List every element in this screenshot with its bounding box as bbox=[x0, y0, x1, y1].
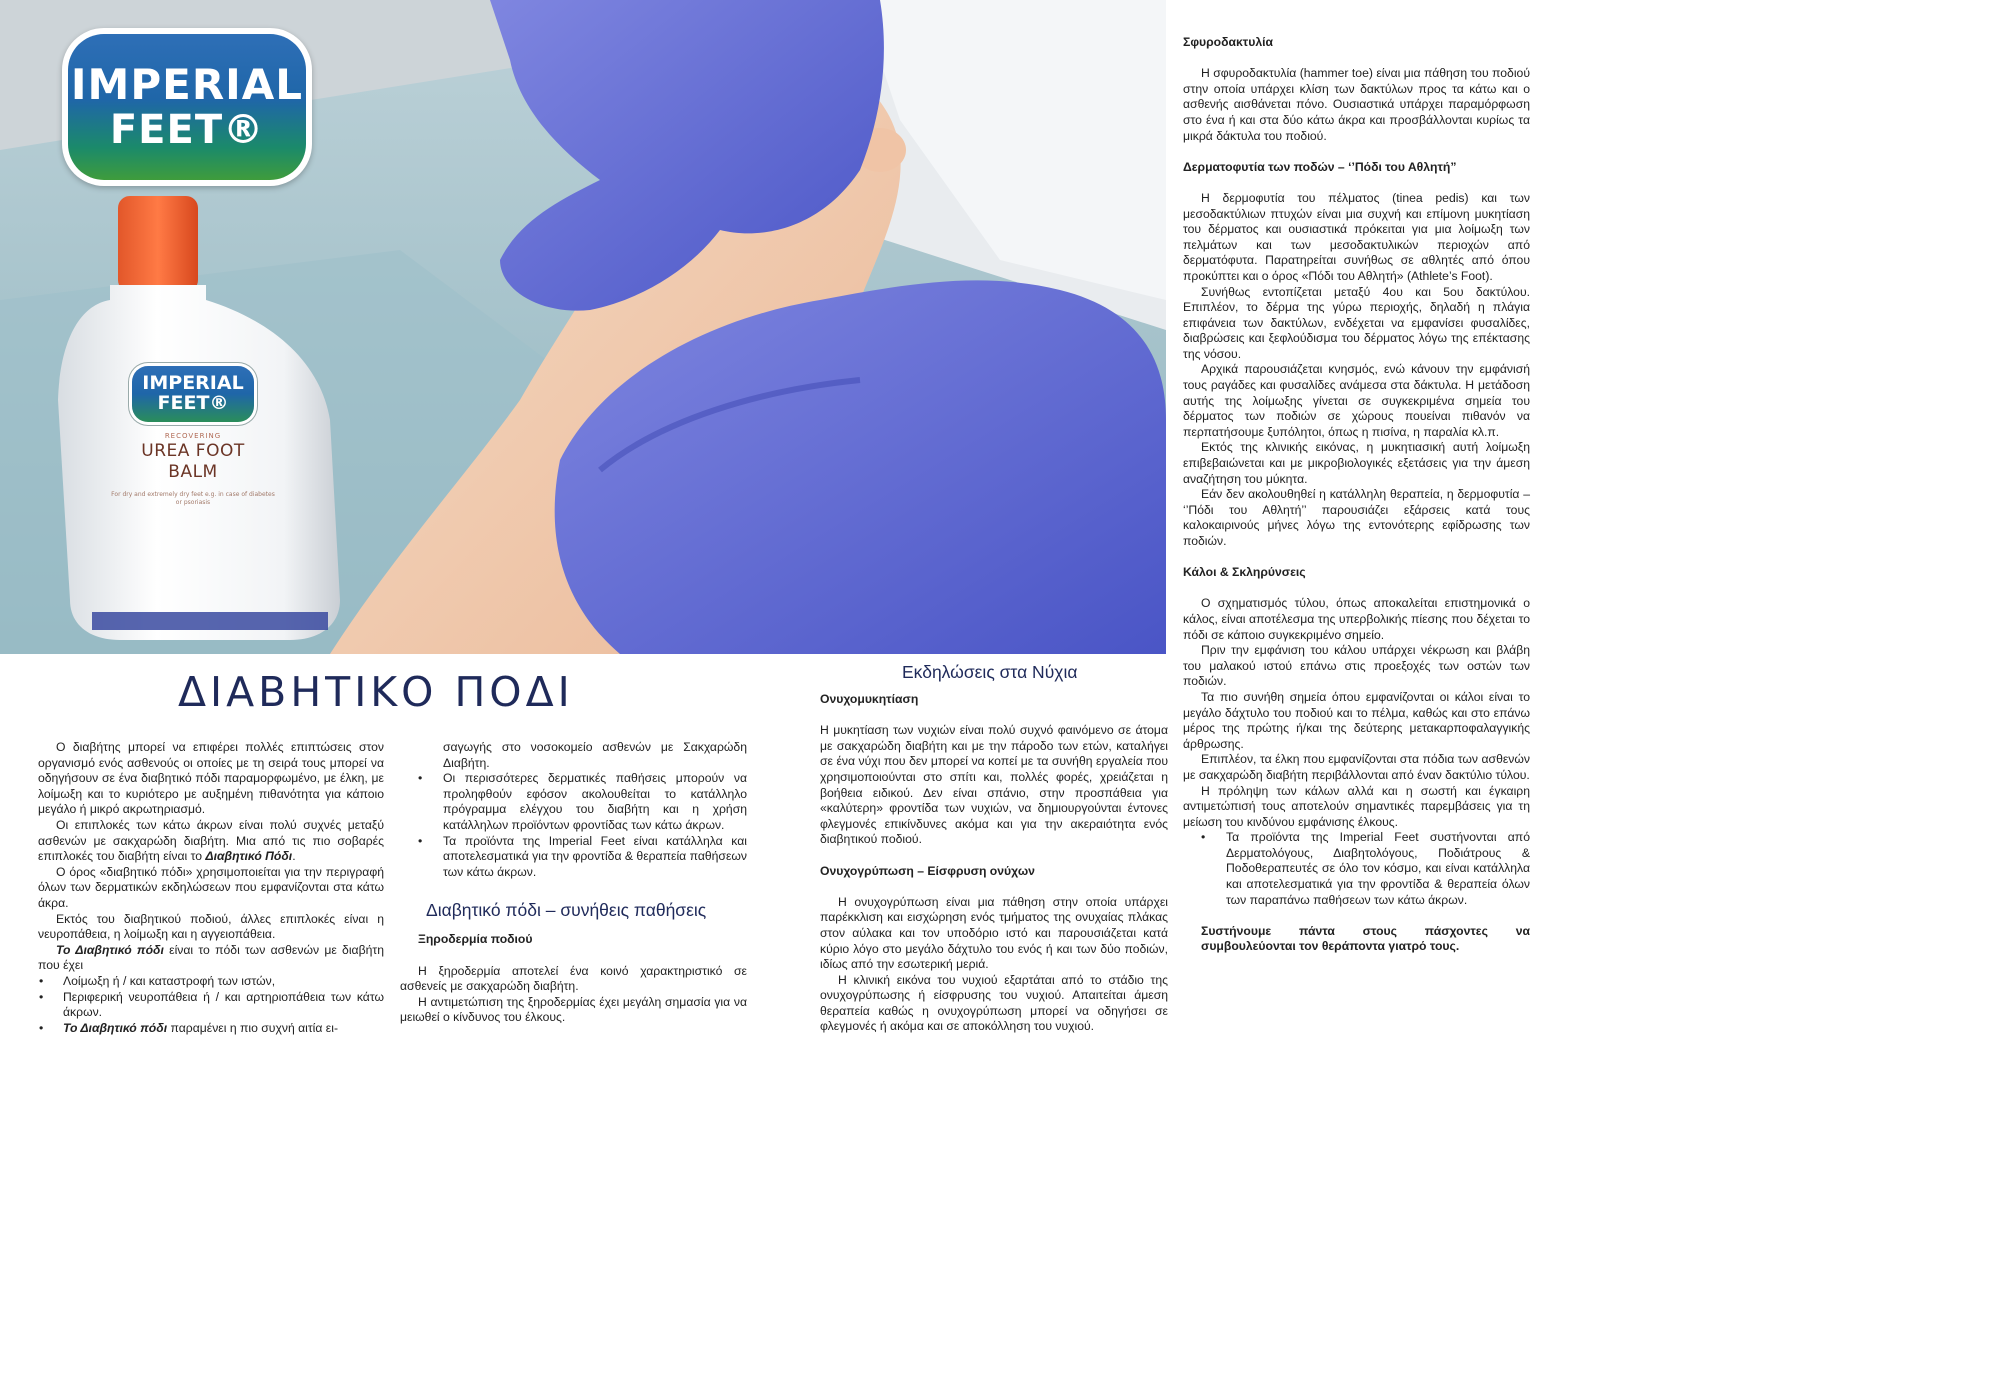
subheading-ingrown-nail: Ονυχογρύπωση – Είσφρυση ονύχων bbox=[820, 863, 1035, 878]
list-item: • Τα προϊόντα της Imperial Feet συστήνονται από Δερματολόγους, Διαβητολόγους, Ποδιάτρους & Ποδοθεραπευτές σε όλο τον κόσμο, και είναι κατάλληλα και αποτελεσματικά για την φροντίδα & θεραπεία όλων των παραπάνω παθήσεων των κάτω άκρων. bbox=[1201, 830, 1530, 908]
definition-list bbox=[38, 974, 384, 1036]
intro-paragraph: Ο διαβήτης μπορεί να επιφέρει πολλές επιπτώσεις στον οργανισμό ενός ασθενούς οι οποίες με τη σειρά τους μπορεί να οδηγήσουν σε ένα διαβητικό πόδι παραμορφωμένο, με έλκη, με λοίμωξη και το κυριότερο με αυξημένη πιθανότητα για κάποιο μεγάλο ή μικρό ακρωτηριασμό. bbox=[38, 740, 384, 817]
list-item bbox=[38, 1021, 384, 1037]
bottle-product-name-2: BALM bbox=[168, 462, 218, 483]
logo-line-1: IMPERIAL bbox=[70, 60, 304, 109]
definition-paragraph bbox=[38, 943, 384, 974]
subheading-xerosis: Ξηροδερμία ποδιού bbox=[418, 932, 533, 947]
other-complications-paragraph: Εκτός του διαβητικού ποδιού, άλλες επιπλοκές είναι η νευροπάθεια, η λοίμωξη και η αγγειοπάθεια. bbox=[38, 911, 384, 942]
emphasis-text: Το Διαβητικό πόδι bbox=[56, 942, 164, 957]
ingrown-paragraph-1: Η ονυχογρύπωση είναι μια πάθηση στην οποία υπάρχει παρέκκλιση και εισχώρηση ενός τμήματος της ονυχαίας πλάκας στον αύλακα και τον υποδόριο ιστό και παρουσιάζεται κατά κύριο λόγο στο μεγάλο δάχτυλο του ενός ή και των δύο ποδιών, ιδίως από την εσωτερική μεριά. bbox=[820, 894, 1168, 972]
athletes-foot-paragraph-5: Εάν δεν ακολουθηθεί η κατάλληλη θεραπεία, η δερμοφυτία – ‘’Πόδι του Αθλητή’’ παρουσιάζει εξάρσεις κατά τους καλοκαιρινούς μήνες λόγω της εντονότερης εφίδρωσης των ποδιών. bbox=[1183, 487, 1530, 548]
column-4 bbox=[1183, 35, 1530, 955]
text-run: παραμένει η πιο συχνή αιτία ει- bbox=[167, 1020, 339, 1035]
column-2 bbox=[400, 740, 747, 1026]
onychomycosis-paragraph: Η μυκητίαση των νυχιών είναι πολύ συχνό φαινόμενο σε άτομα με σακχαρώδη διαβήτη και με την πάροδο των ετών, καταλήγει σε ένα νύχι που δεν μπορεί να κοπεί με τα συνήθη εργαλεία που χρησιμοποιούνται στο σπίτι και, πολλές φορές, χρειάζεται η βοήθεια ειδικού. Δεν είναι σπάνιο, στην προσπάθεια για «καλύτερη» φροντίδα των νυχιών, να δημιουργούνται έντονες φλεγμονές επικίνδυνες ακόμα και για την ακεραιότητα ενός διαβητικού ποδιού. bbox=[820, 723, 1168, 847]
athletes-foot-paragraph-4: Εκτός της κλινικής εικόνας, η μυκητιασική αυτή λοίμωξη επιβεβαιώνεται και με μικροβιολογικές εξετάσεις για την άμεση αναζήτηση του μύκητα. bbox=[1183, 440, 1530, 486]
logo-line-2: FEET® bbox=[109, 107, 265, 153]
bottle-subtitle: RECOVERING bbox=[164, 431, 222, 440]
list-item: • Τα προϊόντα της Imperial Feet είναι κατάλληλα και αποτελεσματικά για την φροντίδα & θεραπεία παθήσεων των κάτω άκρων. bbox=[418, 834, 747, 881]
section-title-nails: Εκδηλώσεις στα Νύχια bbox=[902, 662, 1078, 682]
bottle-logo bbox=[132, 366, 253, 422]
list-item: • Οι περισσότερες δερματικές παθήσεις μπορούν να προληφθούν εφόσον ακολουθείται το κατάλληλο πρόγραμμα ελέγχου του διαβήτη και η χρήση κατάλληλων προϊόντων φροντίδας των κάτω άκρων. bbox=[418, 771, 747, 833]
calluses-paragraph-3: Τα πιο συνήθη σημεία όπου εμφανίζονται οι κάλοι είναι το μεγάλο δάχτυλο του ποδιού και το πέλμα, καθώς και στο επάνω μέρος της πρώτης ή/και της δεύτερης μετακαρποφαλαγγικής άρθρωσης. bbox=[1183, 689, 1530, 751]
text-run: . bbox=[292, 849, 296, 864]
imperial-feet-logo bbox=[62, 28, 312, 186]
complications-paragraph bbox=[38, 818, 384, 865]
athletes-foot-paragraph-1: Η δερμοφυτία του πέλματος (tinea pedis) και των μεσοδακτύλιων πτυχών είναι μια συχνή και επίμονη μυκητίαση του δέρματος και ουσιαστικά πρόκειται για μια λοίμωξη των πελμάτων και των μεσοδακτυλικών περιοχών από δερματόφυτα. Παρατηρείται συνήθως σε αθλητές από όπου προκύπτει και ο όρος «Πόδι του Αθλητή» (Athlete’s Foot). bbox=[1183, 190, 1530, 283]
hero-photo bbox=[0, 0, 1166, 654]
bottle-logo-line-2: FEET® bbox=[157, 391, 229, 414]
prevention-list bbox=[400, 771, 747, 880]
bottle-logo-line-1: IMPERIAL bbox=[142, 372, 244, 394]
list-item: • Περιφερική νευροπάθεια ή / και αρτηριοπάθεια των κάτω άκρων. bbox=[38, 990, 384, 1021]
column-1 bbox=[38, 740, 384, 1036]
continued-text: σαγωγής στο νοσοκομείο ασθενών με Σακχαρώδη Διαβήτη. bbox=[443, 740, 747, 770]
column-3 bbox=[820, 662, 1168, 1035]
list-item: • Λοίμωξη ή / και καταστροφή των ιστών, bbox=[38, 974, 384, 990]
ingrown-paragraph-2: Η κλινική εικόνα του νυχιού εξαρτάται από το στάδιο της ονυχογρύπωσης ή είσφρυσης του νυχιού. Απαιτείται άμεση θεραπεία καθώς η ονυχογρύπωση μπορεί να οδηγήσει σε φλεγμονές ή ακόμα και σε αποκόλληση του νυχιού. bbox=[820, 972, 1168, 1034]
hammer-toe-paragraph: Η σφυροδακτυλία (hammer toe) είναι μια πάθηση του ποδιού στην οποία υπάρχει κλίση των δακτύλων προς τα κάτω και ο ασθενής αισθάνεται πόνο. Ουσιαστικά υπάρχει παραμόρφωση στο ένα ή και στα δύο κάτω άκρα και προσβάλλονται κυρίως τα μικρά δάκτυλα του ποδιού. bbox=[1183, 66, 1530, 143]
calluses-paragraph-1: Ο σχηματισμός τύλου, όπως αποκαλείται επιστημονικά ο κάλος, είναι αποτέλεσμα της υπερβολικής πίεσης που δέχεται το πόδι σε κάποιο συγκεκριμένο σημείο. bbox=[1183, 596, 1530, 642]
emphasis-text: Το Διαβητικό πόδι bbox=[63, 1020, 168, 1035]
text-run: Οι επιπλοκές των κάτω άκρων είναι πολύ συχνές μεταξύ ασθενών με σακχαρώδη διαβήτη. Μια από τις πιο σοβαρές επιπλοκές του διαβήτη είναι το bbox=[38, 817, 384, 864]
xerosis-paragraph-1: Η ξηροδερμία αποτελεί ένα κοινό χαρακτηριστικό σε ασθενείς με σακχαρώδη διαβήτη. bbox=[400, 963, 747, 994]
text-run: είναι το πόδι των ασθενών με διαβήτη που έχει bbox=[38, 942, 384, 973]
xerosis-paragraph-2: Η αντιμετώπιση της ξηροδερμίας έχει μεγάλη σημασία για να μειωθεί ο κίνδυνος του έλκους. bbox=[400, 994, 747, 1025]
calluses-paragraph-2: Πριν την εμφάνιση του κάλου υπάρχει νέκρωση και βλάβη του μαλακού ιστού επάνω στις προεξοχές των οστών των ποδιών. bbox=[1183, 643, 1530, 689]
subheading-onychomycosis: Ονυχομυκητίαση bbox=[820, 692, 919, 706]
calluses-paragraph-4: Επιπλέον, τα έλκη που εμφανίζονται στα πόδια των ασθενών με σακχαρώδη διαβήτη περιβάλλονται από έναν δακτύλιο τύλου. bbox=[1183, 752, 1530, 782]
bottle-label bbox=[108, 366, 278, 507]
calluses-paragraph-5: Η πρόληψη των κάλων αλλά και η σωστή και έγκαιρη αντιμετώπισή τους αποτελούν σημαντικές παρεμβάσεις για τη μείωση του κινδύνου εμφάνισης έλκους. bbox=[1183, 783, 1530, 829]
emphasis-text: Διαβητικό Πόδι bbox=[205, 849, 293, 864]
subheading-calluses: Κάλοι & Σκληρύνσεις bbox=[1183, 565, 1306, 580]
bottle-product-name-1: UREA FOOT bbox=[141, 440, 245, 461]
section-title-common-conditions: Διαβητικό πόδι – συνήθεις παθήσεις bbox=[426, 900, 707, 921]
term-paragraph: Ο όρος «διαβητικό πόδι» χρησιμοποιείται για την περιγραφή όλων των δερματικών εκδηλώσεων που εμφανίζονται στα κάτω άκρα. bbox=[38, 864, 384, 910]
subheading-athletes-foot: Δερματοφυτία των ποδών – ‘’Πόδι του Αθλητή” bbox=[1183, 159, 1457, 174]
closing-recommendation: Συστήνουμε πάντα στους πάσχοντες να συμβουλεύονται τον θεράποντα γιατρό τους. bbox=[1201, 923, 1530, 954]
page-title: ΔΙΑΒΗΤΙΚΟ ΠΟΔΙ bbox=[178, 668, 574, 716]
bottle-fine-print: For dry and extremely dry feet e.g. in case of diabetes or psoriasis bbox=[111, 490, 275, 506]
subheading-hammer-toe: Σφυροδακτυλία bbox=[1183, 35, 1273, 49]
athletes-foot-paragraph-3: Αρχικά παρουσιάζεται κνησμός, ενώ κάνουν την εμφάνισή τους ραγάδες και φυσαλίδες ανάμεσα στα δάκτυλα. Η μετάδοση αυτής της λοίμωξης γίνεται σε συγκεκριμένα σημεία του δέρματος των ποδιών σε χώρους πουείναι πιθανόν να περπατήσουμε ξυπόλητοι, όπως η πισίνα, η παραλία κλ.π. bbox=[1183, 362, 1530, 439]
athletes-foot-paragraph-2: Συνήθως εντοπίζεται μεταξύ 4ου και 5ου δακτύλου. Επιπλέον, το δέρμα της γύρω περιοχής, δηλαδή η πλάγια επιφάνεια των δακτύλων, ενδέχεται να εμφανίσει φυσαλίδες, διαβρώσεις και ξεφλούδισμα του δέρματος λόγω της επέκτασης της νόσου. bbox=[1183, 284, 1530, 361]
products-list bbox=[1183, 830, 1530, 908]
